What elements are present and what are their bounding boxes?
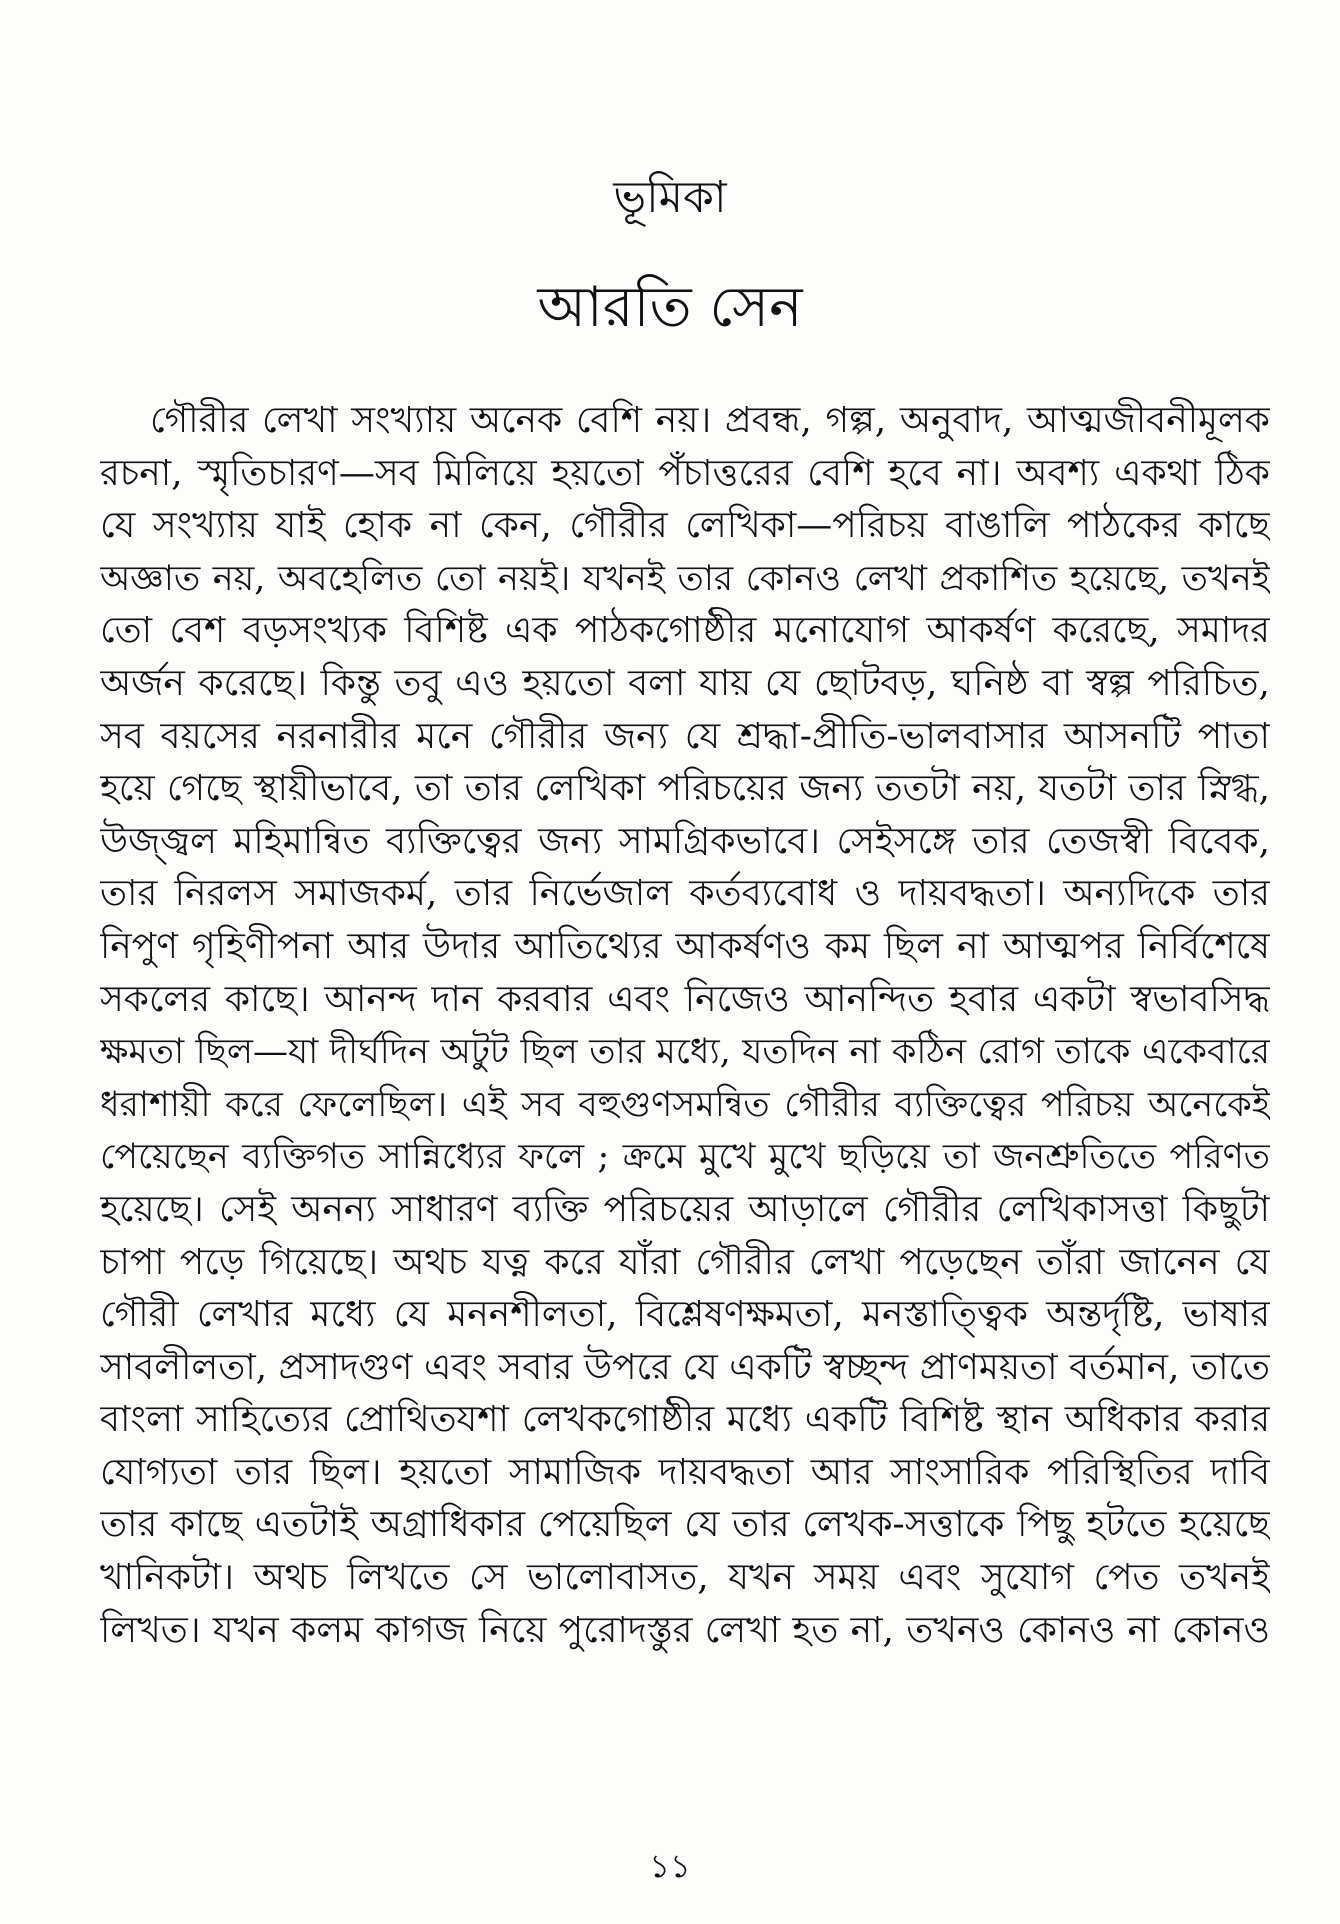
text-line: বাংলা সাহিত্যের প্রোথিতযশা লেখকগোষ্ঠীর মধ্যে একটি বিশিষ্ট স্থান অধিকার করার: [100, 1399, 1270, 1441]
text-line: সব বয়সের নরনারীর মনে গৌরীর জন্য যে শ্রদ্ধা-প্রীতি-ভালবাসার আসনটি পাতা: [100, 715, 1270, 757]
text-line: খানিকটা। অথচ লিখতে সে ভালোবাসত, যখন সময় এবং সুযোগ পেত তখনই: [100, 1557, 1270, 1599]
text-line: লিখত। যখন কলম কাগজ নিয়ে পুরোদস্তুর লেখা হত না, তখনও কোনও না কোনও: [100, 1609, 1270, 1651]
text-line: সাবলীলতা, প্রসাদগুণ এবং সবার উপরে যে একটি স্বচ্ছন্দ প্রাণময়তা বর্তমান, তাতে: [100, 1346, 1270, 1388]
text-line: ক্ষমতা ছিল—যা দীর্ঘদিন অটুট ছিল তার মধ্যে, যতদিন না কঠিন রোগ তাকে একেবারে: [100, 1032, 1270, 1073]
text-line: তো বেশ বড়সংখ্যক বিশিষ্ট এক পাঠকগোষ্ঠীর মনোযোগ আকর্ষণ করেছে, সমাদর: [100, 610, 1270, 652]
section-label: ভূমিকা: [613, 172, 727, 223]
author-name: আরতি সেন: [537, 275, 803, 340]
text-line: অজ্ঞাত নয়, অবহেলিত তো নয়ই। যখনই তার কোনও লেখা প্রকাশিত হয়েছে, তখনই: [100, 558, 1270, 599]
text-line: পেয়েছেন ব্যক্তিগত সান্নিধ্যের ফলে ; ক্রমে মুখে মুখে ছড়িয়ে তা জনশ্রুতিতে পরিণত: [100, 1137, 1270, 1178]
text-line: রচনা, স্মৃতিচারণ—সব মিলিয়ে হয়তো পঁচাত্তরের বেশি হবে না। অবশ্য একথা ঠিক: [100, 452, 1270, 494]
text-line: চাপা পড়ে গিয়েছে। অথচ যত্ন করে যাঁরা গৌরীর লেখা পড়েছেন তাঁরা জানেন যে: [100, 1241, 1270, 1283]
text-line: তার কাছে এতটাই অগ্রাধিকার পেয়েছিল যে তার লেখক-সত্তাকে পিছু হটতে হয়েছে: [100, 1504, 1270, 1546]
text-line: নিপুণ গৃহিণীপনা আর উদার আতিথ্যের আকর্ষণও কম ছিল না আত্মপর নির্বিশেষে: [100, 925, 1270, 967]
text-line: তার নিরলস সমাজকর্ম, তার নির্ভেজাল কর্তব্যবোধ ও দায়বদ্ধতা। অন্যদিকে তার: [100, 873, 1270, 915]
text-line: গৌরী লেখার মধ্যে যে মননশীলতা, বিশ্লেষণক্ষমতা, মনস্তাত্ত্বিক অন্তর্দৃষ্টি, ভাষার: [100, 1294, 1270, 1336]
body-paragraph: [100, 395, 1270, 1657]
text-line: ধরাশায়ী করে ফেলেছিল। এই সব বহুগুণসমন্বিত গৌরীর ব্যক্তিত্বের পরিচয় অনেকেই: [100, 1084, 1270, 1125]
text-line: হয়ে গেছে স্থায়ীভাবে, তা তার লেখিকা পরিচয়ের জন্য ততটা নয়, যতটা তার স্নিগ্ধ,: [100, 768, 1270, 810]
page-number: ১১: [649, 1847, 691, 1885]
text-line: যোগ্যতা তার ছিল। হয়তো সামাজিক দায়বদ্ধতা আর সাংসারিক পরিস্থিতির দাবি: [100, 1451, 1270, 1493]
text-line: গৌরীর লেখা সংখ্যায় অনেক বেশি নয়। প্রবন্ধ, গল্প, অনুবাদ, আত্মজীবনীমূলক: [150, 400, 1270, 441]
text-line: সকলের কাছে। আনন্দ দান করবার এবং নিজেও আনন্দিত হবার একটা স্বভাবসিদ্ধ: [100, 978, 1270, 1020]
text-line: যে সংখ্যায় যাই হোক না কেন, গৌরীর লেখিকা—পরিচয় বাঙালি পাঠকের কাছে: [100, 505, 1270, 547]
text-line: হয়েছে। সেই অনন্য সাধারণ ব্যক্তি পরিচয়ের আড়ালে গৌরীর লেখিকাসত্তা কিছুটা: [100, 1188, 1270, 1230]
text-line: উজ্জ্বল মহিমান্বিত ব্যক্তিত্বের জন্য সামগ্রিকভাবে। সেইসঙ্গে তার তেজস্বী বিবেক,: [100, 820, 1270, 862]
text-line: অর্জন করেছে। কিন্তু তবু এও হয়তো বলা যায় যে ছোটবড়, ঘনিষ্ঠ বা স্বল্প পরিচিত,: [100, 662, 1270, 704]
